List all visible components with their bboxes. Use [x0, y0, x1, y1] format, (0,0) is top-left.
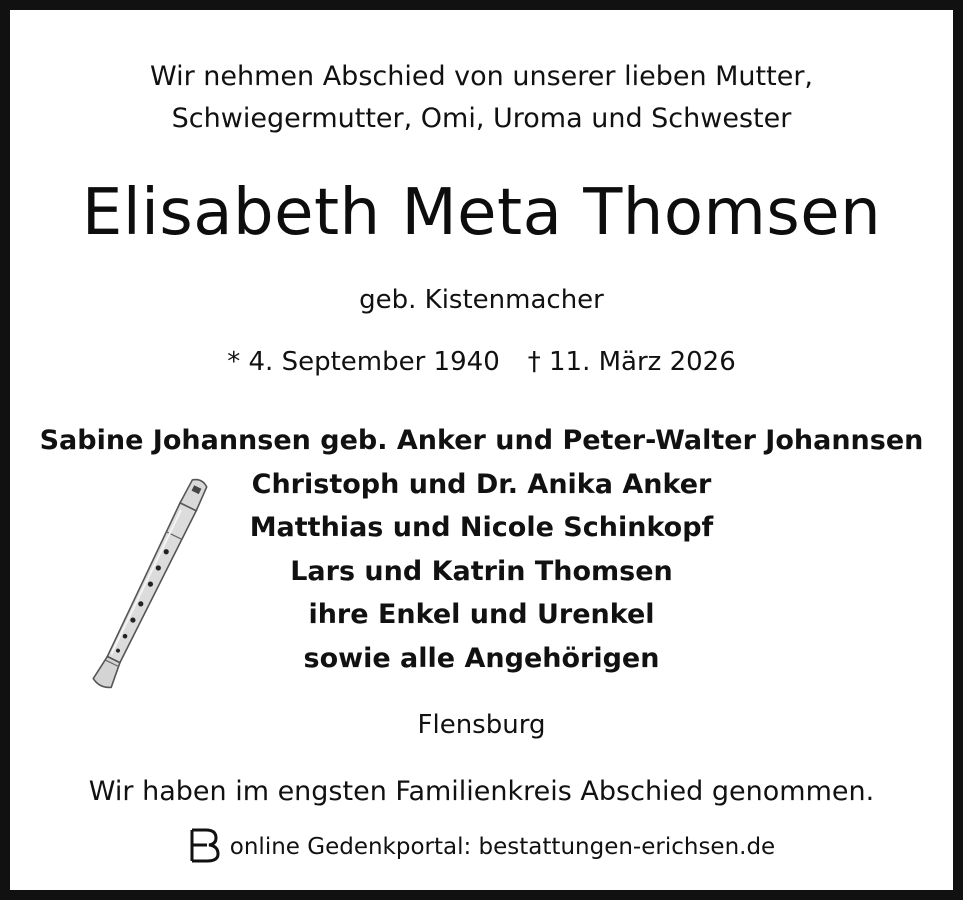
intro-line-1: Wir nehmen Abschied von unserer lieben Mutter,	[149, 61, 814, 92]
city: Flensburg	[417, 710, 546, 740]
birth-name: geb. Kistenmacher	[359, 285, 604, 315]
life-dates	[10, 344, 953, 380]
deceased-name: Elisabeth Meta Thomsen	[81, 176, 882, 250]
death-date: † 11. März 2026	[527, 347, 736, 377]
mourner-line: sowie alle Angehörigen	[303, 642, 660, 674]
mourner-line: Sabine Johannsen geb. Anker und Peter-Walter Johannsen	[39, 425, 924, 456]
memorial-portal	[10, 827, 953, 867]
mourner-line: Matthias und Nicole Schinkopf	[249, 512, 714, 543]
intro-line-2: Schwiegermutter, Omi, Uroma und Schwester	[171, 103, 792, 134]
intro-text	[10, 56, 953, 140]
mourner-line: Lars und Katrin Thomsen	[290, 555, 673, 587]
mourners-list	[10, 419, 953, 680]
mourner-line: ihre Enkel und Urenkel	[308, 599, 655, 630]
funeral-home-eb-logo-icon	[188, 827, 222, 863]
closing-statement: Wir haben im engsten Familienkreis Abschied genommen.	[88, 776, 875, 807]
birth-date: * 4. September 1940	[227, 347, 500, 377]
portal-text: online Gedenkportal: bestattungen-erichsen.de	[229, 834, 776, 860]
mourner-line: Christoph und Dr. Anika Anker	[251, 468, 712, 500]
